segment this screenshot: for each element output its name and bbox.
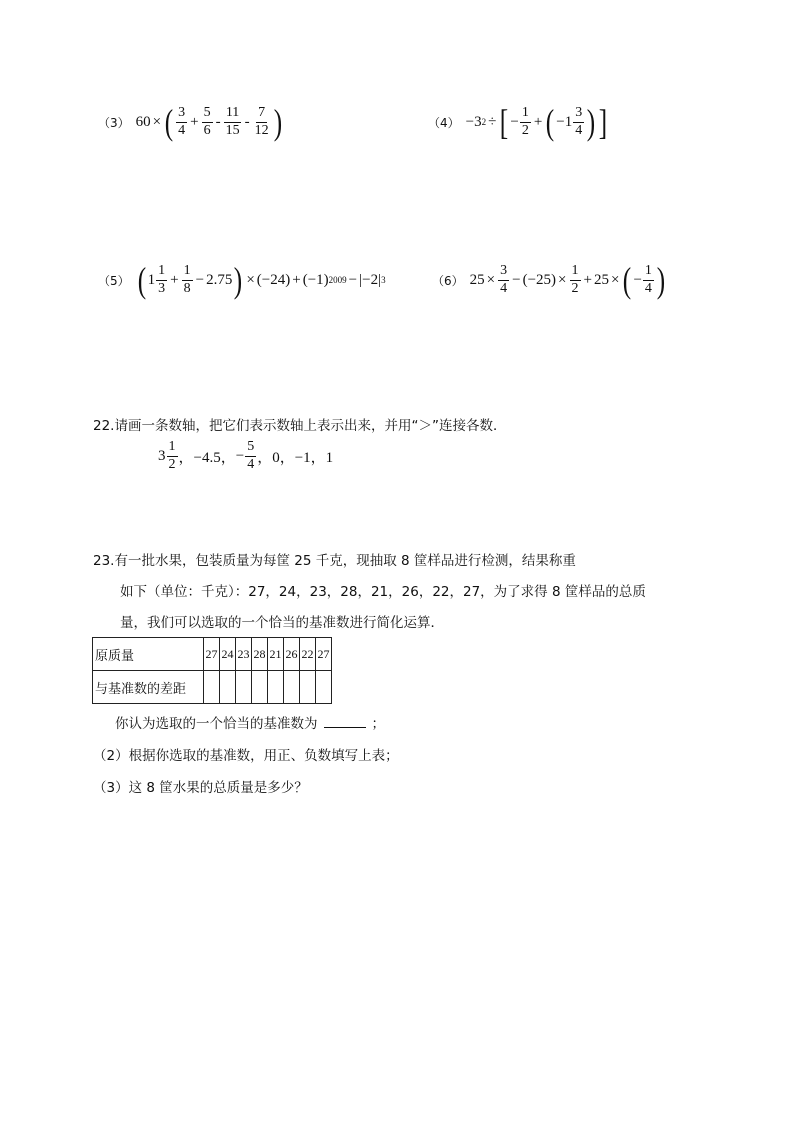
table-row-difference <box>93 671 332 704</box>
table-cell-value: 21 <box>268 638 284 671</box>
table-cell-value: 24 <box>220 638 236 671</box>
question-22-numbers-mid: ，−4.5， <box>178 449 236 466</box>
table-cell-value: 28 <box>252 638 268 671</box>
problem-6-label: （6） <box>432 273 464 288</box>
sub-question-1 <box>115 712 385 732</box>
table-cell-blank[interactable] <box>268 671 284 704</box>
answer-blank[interactable] <box>324 715 366 728</box>
table-cell-blank[interactable] <box>284 671 300 704</box>
problem-5: （5） ( 1 $\frac{1}{3}$ + $\frac{1}{8}$ − 2.75 ) × (−24) + (−1) 2009 − |−2| 3 <box>98 260 386 300</box>
problem-4-label: （4） <box>428 115 460 130</box>
problem-5-exponent-2009: 2009 <box>328 275 347 285</box>
question-23-line-2: 如下（单位：千克）：27，24，23，28，21，26，22，27，为了求得 8 筐样品的总质 <box>120 584 646 600</box>
question-23-line-3: 量，我们可以选取的一个恰当的基准数进行简化运算． <box>120 615 444 631</box>
problem-5-exponent-3: 3 <box>381 275 386 285</box>
question-22-numbers-tail: ，0，−1，1 <box>257 449 334 466</box>
problem-6: （6） 25 × $\frac{3}{4}$ − (−25) × $\frac{1}{2}$ + 25 × ( − $\frac{1}{4}$ ) <box>432 260 666 300</box>
table-cell-blank[interactable] <box>316 671 332 704</box>
problem-3: （3） 60 × ( $\frac{3}{4}$ + $\frac{5}{6}$ - $\frac{11}{15}$ - $\frac{7}{12}$ ) <box>98 102 282 142</box>
sub-question-3: （3）这 8 筐水果的总质量是多少？ <box>93 780 308 796</box>
table-cell-value: 23 <box>236 638 252 671</box>
question-22-numbers: 3 $\frac{1}{2}$ ，−4.5， − $\frac{5}{4}$ ，0，−1，1 <box>158 439 334 472</box>
table-cell-blank[interactable] <box>220 671 236 704</box>
table-cell-value: 26 <box>284 638 300 671</box>
sub-question-1-text: 你认为选取的一个恰当的基准数为 <box>115 716 318 732</box>
question-22-title: 22.请画一条数轴，把它们表示数轴上表示出来，并用“＞”连接各数． <box>93 418 507 434</box>
table-cell-blank[interactable] <box>204 671 220 704</box>
table-cell-value: 27 <box>204 638 220 671</box>
table-cell-blank[interactable] <box>252 671 268 704</box>
table-header-original-mass: 原质量 <box>93 638 204 671</box>
sub-question-2: （2）根据你选取的基准数，用正、负数填写上表； <box>93 748 399 764</box>
table-cell-value: 27 <box>316 638 332 671</box>
problem-5-label: （5） <box>98 273 130 288</box>
table-cell-value: 22 <box>300 638 316 671</box>
sub-question-1-end: ； <box>371 716 385 732</box>
table-cell-blank[interactable] <box>300 671 316 704</box>
question-23-line-1: 23.有一批水果，包装质量为每筐 25 千克，现抽取 8 筐样品进行检测，结果称重 <box>93 553 576 569</box>
table-cell-blank[interactable] <box>236 671 252 704</box>
quality-table <box>92 637 332 704</box>
problem-3-label: （3） <box>98 115 130 130</box>
table-row-original-mass <box>93 638 332 671</box>
table-header-difference: 与基准数的差距 <box>93 671 204 704</box>
problem-4: （4） −3 2 ÷ [ − $\frac{1}{2}$ + ( −1 $\frac{3}{4}$ ) ] <box>428 102 608 142</box>
